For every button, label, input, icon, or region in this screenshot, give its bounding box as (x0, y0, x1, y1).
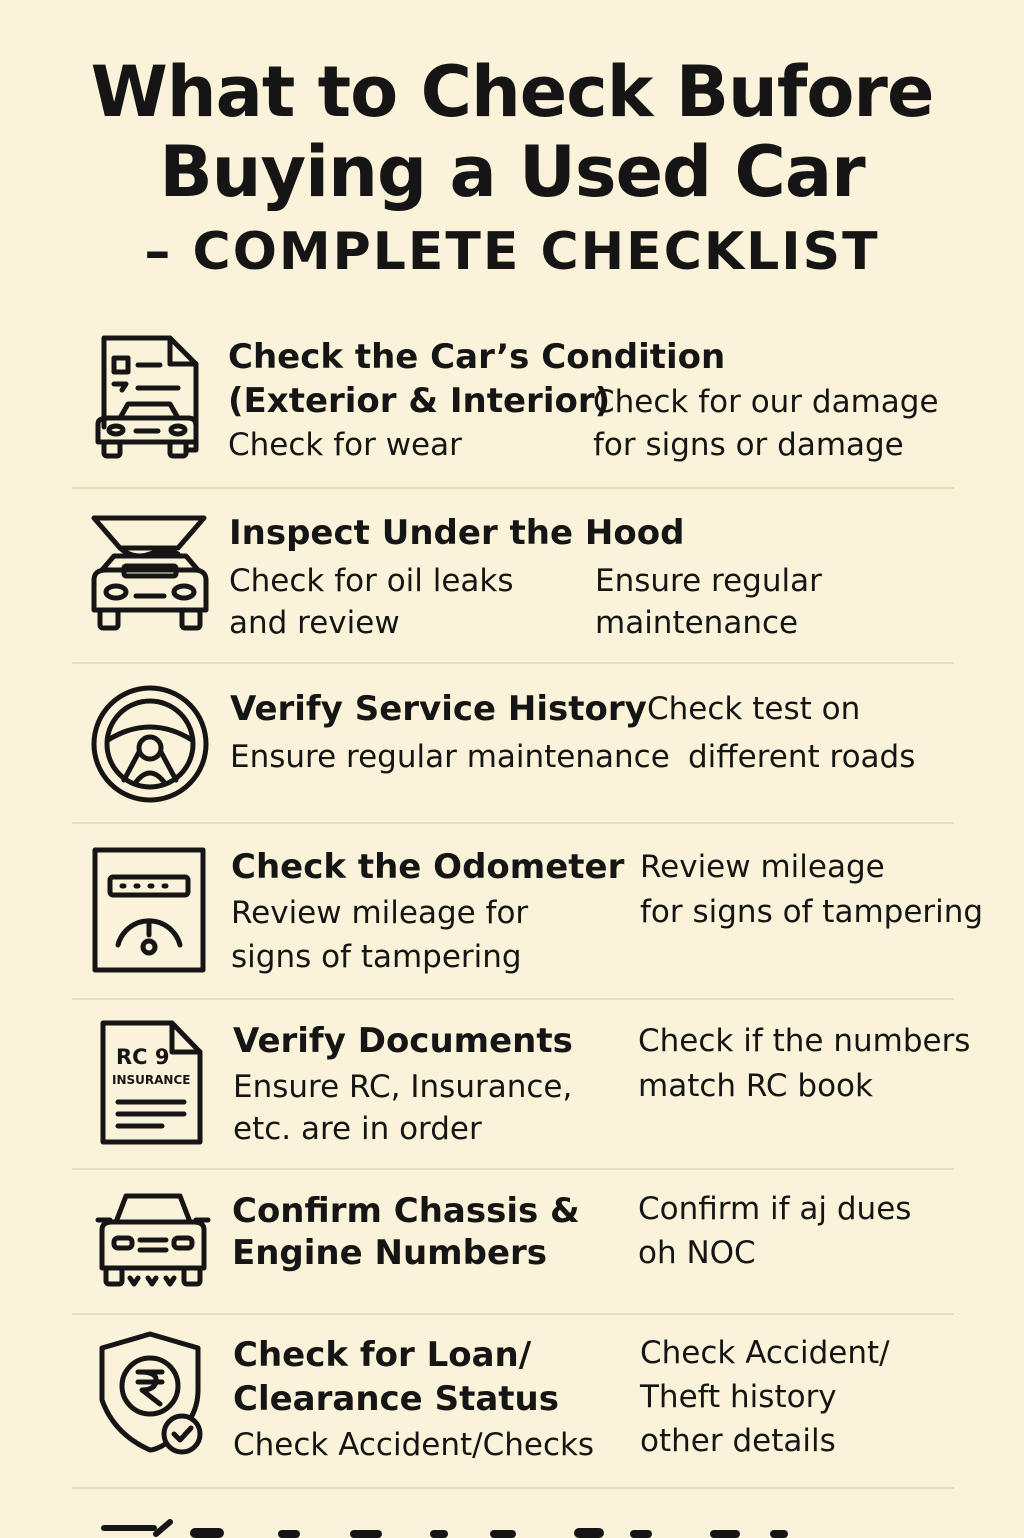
cutoff-heading-marks (190, 1526, 830, 1538)
item-4-body-2: signs of tampering (231, 939, 522, 975)
document-icon-label-rc: RC 9 (116, 1045, 170, 1069)
page-subtitle: – COMPLETE CHECKLIST (144, 222, 880, 282)
item-1-heading-1: Check the Car’s Condition (228, 337, 726, 377)
checklist-car-icon (92, 332, 208, 464)
item-3-right-2: different roads (688, 739, 916, 775)
item-1-body-1: Check for wear (228, 427, 462, 463)
item-4-heading-1: Check the Odometer (231, 847, 625, 887)
item-7-heading-2: Clearance Status (233, 1379, 559, 1419)
title-line-2: Buying a Used Car (159, 131, 865, 213)
item-4-body-1: Review mileage for (231, 895, 529, 931)
item-3-right-1: Check test on (647, 691, 861, 727)
divider (72, 1168, 954, 1170)
car-front-icon (94, 1190, 212, 1294)
item-3-heading-1: Verify Service History (230, 689, 647, 729)
divider (72, 662, 954, 664)
divider (72, 998, 954, 1000)
item-2-heading-1: Inspect Under the Hood (229, 513, 685, 553)
item-1-right-2: for signs or damage (593, 427, 904, 463)
item-2-body-1: Check for oil leaks (229, 563, 514, 599)
item-6-right-1: Confirm if aj dues (638, 1191, 912, 1227)
title-line-1: What to Check Bufore (90, 51, 934, 133)
item-1-heading-2: (Exterior & Interior) (228, 381, 611, 421)
item-7-right-3: other details (640, 1423, 836, 1459)
item-3-body-1: Ensure regular maintenance (230, 739, 670, 775)
divider (72, 822, 954, 824)
odometer-icon (92, 847, 206, 973)
car-open-hood-icon (86, 510, 214, 634)
item-4-right-2: for signs of tampering (640, 894, 984, 930)
item-6-right-2: oh NOC (638, 1235, 756, 1271)
item-7-right-2: Theft history (640, 1379, 837, 1415)
item-5-body-2: etc. are in order (233, 1111, 482, 1147)
item-1-right-1: Check for our damage (593, 384, 939, 420)
item-7-heading-1: Check for Loan/ (233, 1335, 532, 1375)
document-icon-label-insurance: INSURANCE (112, 1073, 191, 1087)
item-7-body-1: Check Accident/Checks (233, 1427, 595, 1463)
rupee-shield-icon (98, 1330, 208, 1456)
page-title (0, 52, 1024, 212)
steering-wheel-icon (90, 684, 210, 804)
divider (72, 487, 954, 489)
item-6-heading-1: Confirm Chassis & (232, 1191, 580, 1231)
divider (72, 1487, 954, 1489)
item-5-right-2: match RC book (638, 1068, 873, 1104)
item-4-right-1: Review mileage (640, 849, 885, 885)
item-6-heading-2: Engine Numbers (232, 1233, 548, 1273)
checkbox-icon (100, 1518, 180, 1538)
item-5-body-1: Ensure RC, Insurance, (233, 1069, 573, 1105)
item-2-right-2: maintenance (595, 605, 799, 641)
item-2-right-1: Ensure regular (595, 563, 822, 599)
item-5-right-1: Check if the numbers (638, 1023, 971, 1059)
item-2-body-2: and review (229, 605, 400, 641)
item-7-right-1: Check Accident/ (640, 1335, 890, 1371)
item-5-heading-1: Verify Documents (233, 1021, 573, 1061)
divider (72, 1313, 954, 1315)
